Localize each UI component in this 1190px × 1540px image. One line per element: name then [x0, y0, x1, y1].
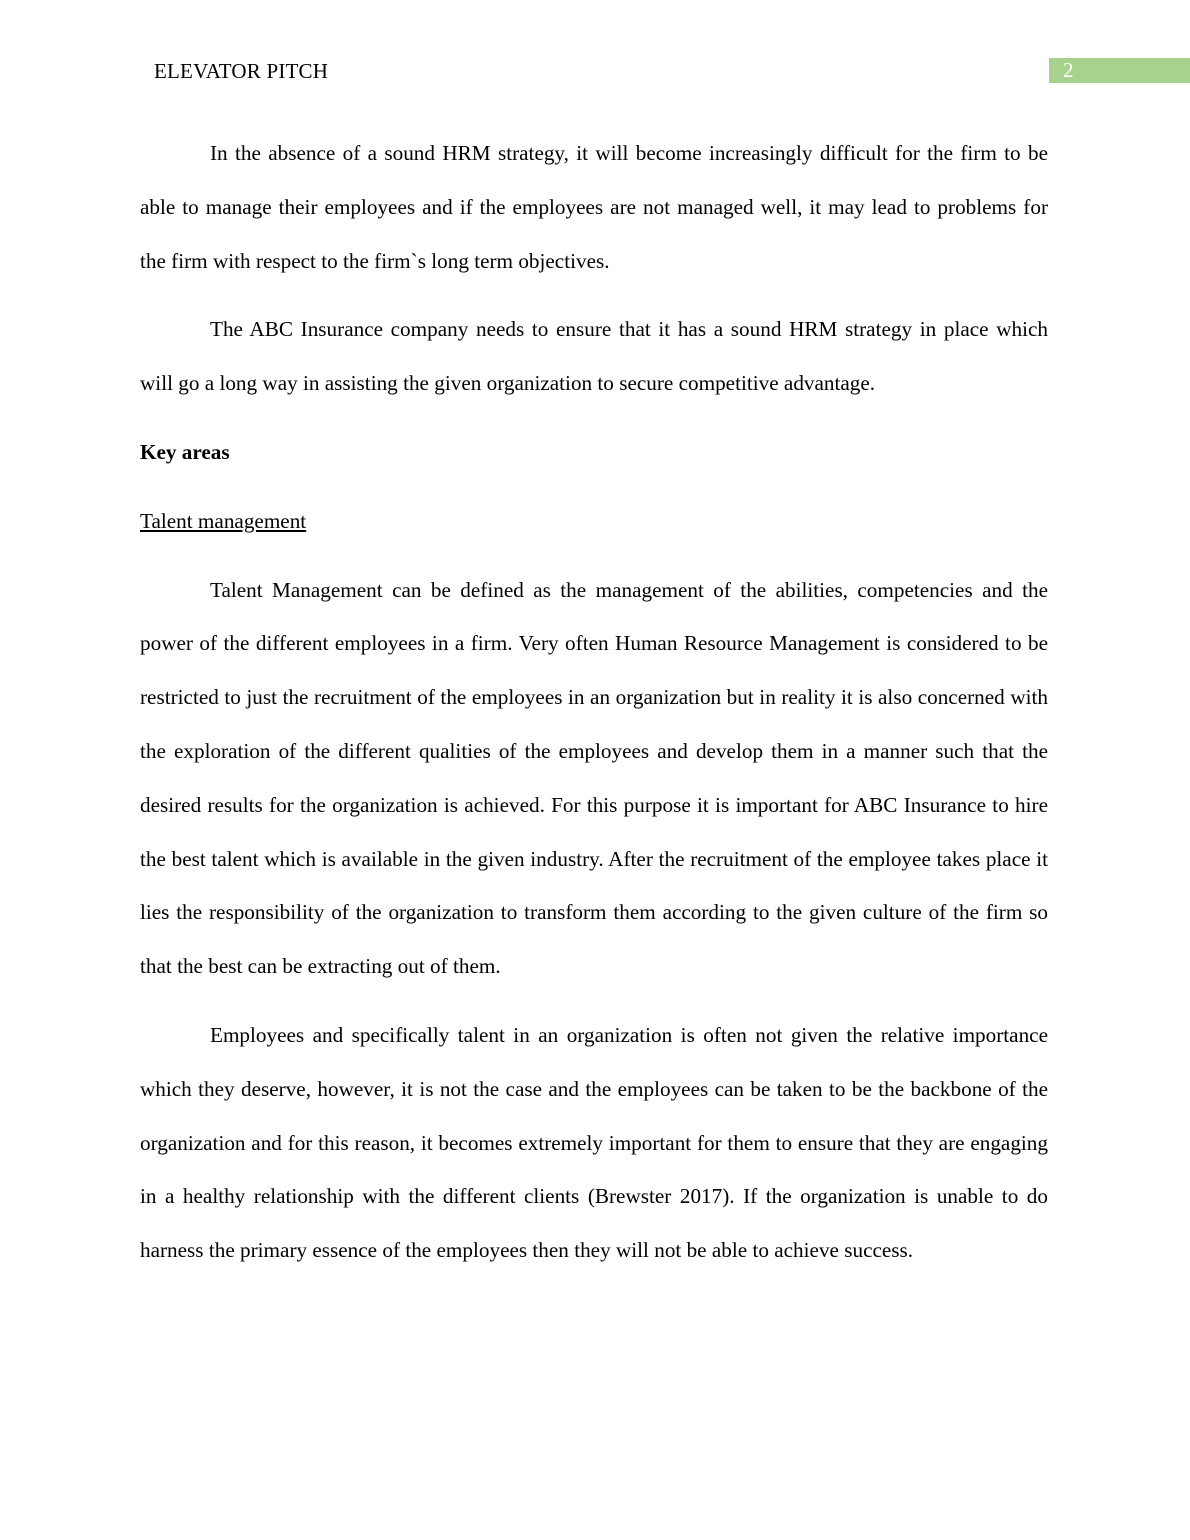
- running-head: ELEVATOR PITCH: [154, 59, 329, 83]
- paragraph-talent-definition: Talent Management can be defined as the management of the abilities, competencies and the power of the different employees in a firm. Very often Human Resource Management is considered to be restricted to just the recruitment of the employees in an organization but in reality it is also concerned with the exploration of the different qualities of the employees and develop them in a manner such that the desired results for the organization is achieved. For this purpose it is important for ABC Insurance to hire the best talent which is available in the given industry. After the recruitment of the employee takes place it lies the responsibility of the organization to transform them according to the given culture of the firm so that the best can be extracting out of them.: [140, 577, 1048, 979]
- document-body: [140, 127, 1048, 1278]
- paragraph-employees-importance: Employees and specifically talent in an organization is often not given the relative importance which they deserve, however, it is not the case and the employees can be taken to be the backbone of the organization and for this reason, it becomes extremely important for them to ensure that they are engaging in a healthy relationship with the different clients (Brewster 2017). If the organization is unable to do harness the primary essence of the employees then they will not be able to achieve success.: [140, 1022, 1048, 1263]
- paragraph-hrm-strategy: In the absence of a sound HRM strategy, it will become increasingly difficult for the firm to be able to manage their employees and if the employees are not managed well, it may lead to problems for the firm with respect to the firm`s long term objectives.: [140, 141, 1048, 273]
- page-number-badge: [1049, 58, 1190, 83]
- page-number: 2: [1063, 58, 1074, 82]
- subheading-talent-management: Talent management: [140, 508, 307, 533]
- heading-key-areas: Key areas: [140, 439, 230, 464]
- paragraph-abc-insurance: The ABC Insurance company needs to ensure that it has a sound HRM strategy in place which will go a long way in assisting the given organization to secure competitive advantage.: [140, 317, 1048, 396]
